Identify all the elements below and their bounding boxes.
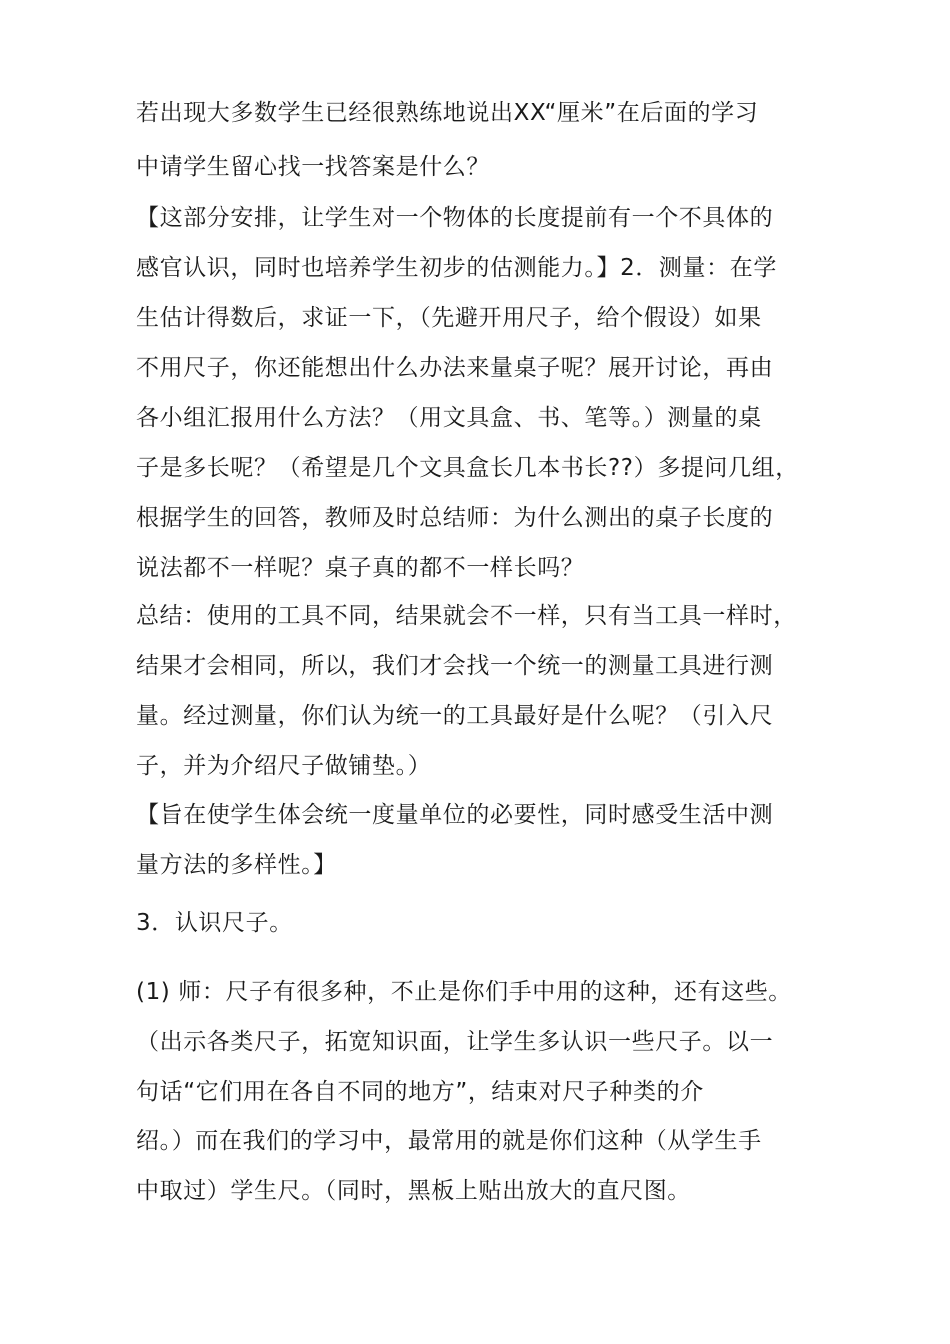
text-line: 各小组汇报用什么方法？（用文具盒、书、笔等。）测量的桌 — [136, 405, 762, 431]
text-line: 感官认识，同时也培养学生初步的估测能力。】2．测量：在学 — [136, 255, 777, 281]
text-line: 不用尺子，你还能想出什么办法来量桌子呢？展开讨论，再由 — [136, 355, 774, 381]
text-line: 量方法的多样性。】 — [136, 852, 337, 878]
text-line: 3．认识尺子。 — [136, 910, 293, 936]
text-line: 句话“它们用在各自不同的地方”，结束对尺子种类的介 — [136, 1079, 704, 1105]
text-line: 【这部分安排，让学生对一个物体的长度提前有一个不具体的 — [136, 205, 774, 231]
text-line: （出示各类尺子，拓宽知识面，让学生多认识一些尺子。以一 — [136, 1029, 774, 1055]
text-line: 根据学生的回答，教师及时总结师：为什么测出的桌子长度的 — [136, 505, 774, 531]
text-line: 总结：使用的工具不同，结果就会不一样，只有当工具一样时， — [136, 603, 797, 629]
text-line: 量。经过测量，你们认为统一的工具最好是什么呢？（引入尺 — [136, 703, 774, 729]
text-line: 中取过）学生尺。（同时，黑板上贴出放大的直尺图。 — [136, 1178, 691, 1204]
text-line: 绍。）而在我们的学习中，最常用的就是你们这种（从学生手 — [136, 1128, 762, 1154]
text-line: (1) 师：尺子有很多种，不止是你们手中用的这种，还有这些。 — [136, 979, 792, 1005]
text-line: 生估计得数后，求证一下，（先避开用尺子，给个假设）如果 — [136, 305, 762, 331]
text-line: 结果才会相同，所以，我们才会找一个统一的测量工具进行测 — [136, 653, 774, 679]
text-line: 若出现大多数学生已经很熟练地说出XX“厘米”在后面的学习 — [136, 100, 759, 126]
text-line: 说法都不一样呢？桌子真的都不一样长吗？ — [136, 555, 585, 581]
text-line: 子是多长呢？（希望是几个文具盒长几本书长??）多提问几组， — [136, 455, 799, 481]
text-line: 【旨在使学生体会统一度量单位的必要性，同时感受生活中测 — [136, 802, 774, 828]
text-line: 子，并为介绍尺子做铺垫。） — [136, 753, 432, 779]
text-line: 中请学生留心找一找答案是什么？ — [136, 154, 490, 180]
